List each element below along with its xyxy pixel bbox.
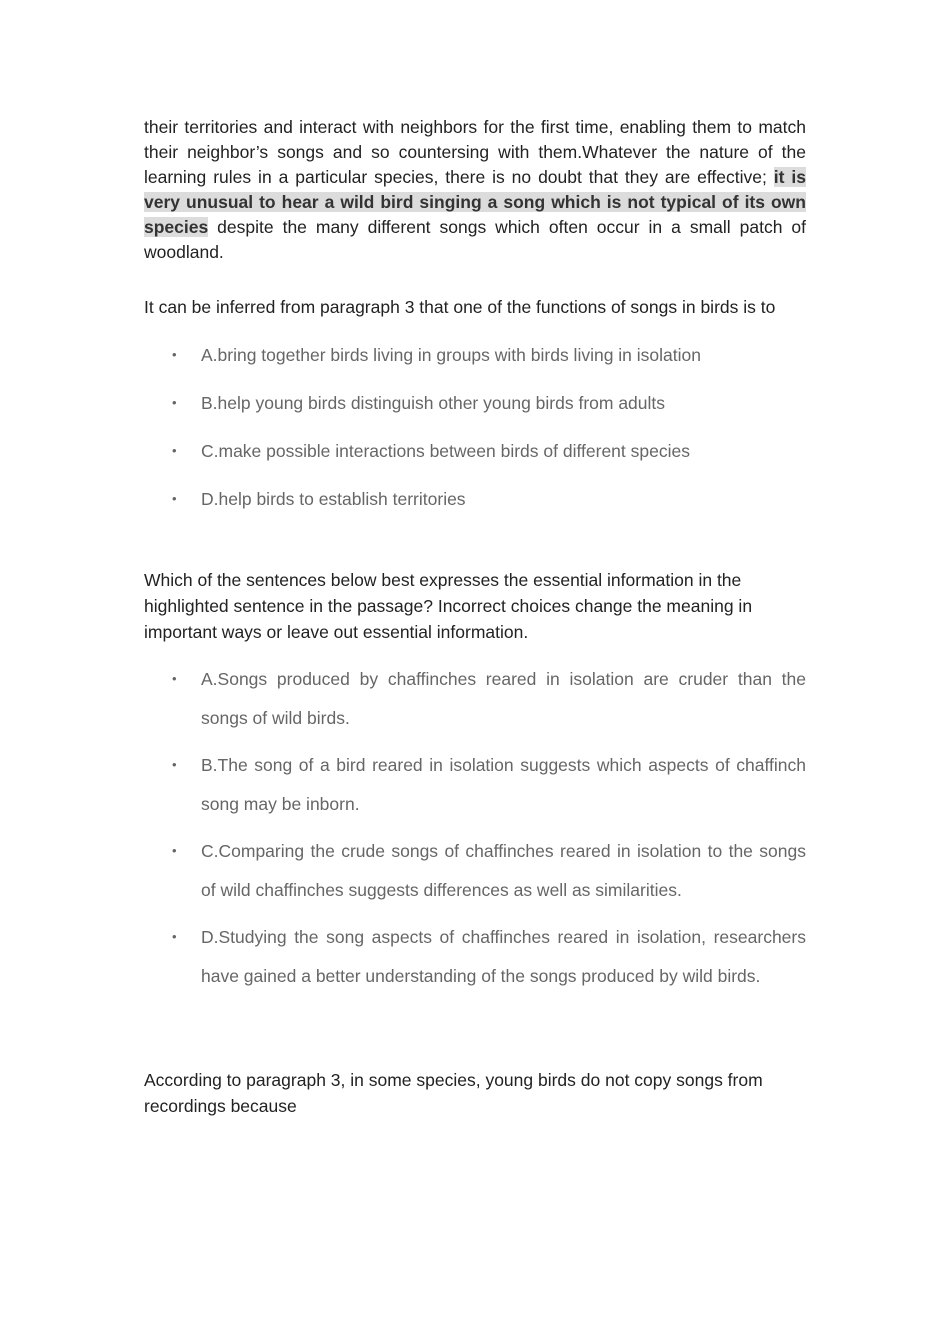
bullet-icon: • <box>172 491 177 506</box>
question-1-option-b[interactable] <box>144 390 806 416</box>
bullet-icon: • <box>172 443 177 458</box>
question-1-prompt: It can be inferred from paragraph 3 that one of the functions of songs in birds is to <box>144 297 776 317</box>
bullet-icon: • <box>172 347 177 362</box>
option-label: C.Comparing the crude songs of chaffinches reared in isolation to the songs of wild chaffinches suggests differences as well as similarities. <box>201 841 806 900</box>
option-label: A.bring together birds living in groups with birds living in isolation <box>201 345 701 365</box>
bullet-icon: • <box>172 671 177 686</box>
option-label: C.make possible interactions between birds of different species <box>201 441 690 461</box>
passage-text-before: their territories and interact with neighbors for the first time, enabling them to match their neighbor’s songs and so countersing with them.Whatever the nature of the learning rules in a particular species, there is no doubt that they are effective; <box>144 117 806 187</box>
highlighted-sentence[interactable]: it is very unusual to hear a wild bird singing a song which is not typical of its own species <box>144 167 806 237</box>
bullet-icon: • <box>172 757 177 772</box>
passage-text-after: despite the many different songs which often occur in a small patch of woodland. <box>144 217 806 262</box>
question-2-option-d[interactable] <box>144 918 806 995</box>
question-1-options <box>144 342 806 512</box>
document-page <box>144 115 806 1119</box>
question-2-option-c[interactable] <box>144 832 806 909</box>
question-2-option-a[interactable] <box>144 660 806 737</box>
question-2-prompt: Which of the sentences below best expresses the essential information in the highlighted sentence in the passage? Incorrect choices change the meaning in important ways or leave out essential information. <box>144 570 753 642</box>
question-2-options <box>144 660 806 995</box>
option-label: A.Songs produced by chaffinches reared in isolation are cruder than the songs of wild birds. <box>201 669 806 728</box>
question-2-option-b[interactable] <box>144 746 806 823</box>
bullet-icon: • <box>172 395 177 410</box>
bullet-icon: • <box>172 843 177 858</box>
option-label: D.Studying the song aspects of chaffinches reared in isolation, researchers have gained a better understanding of the songs produced by wild birds. <box>201 927 806 986</box>
bullet-icon: • <box>172 929 177 944</box>
question-1-option-a[interactable] <box>144 342 806 368</box>
option-label: B.help young birds distinguish other young birds from adults <box>201 393 666 413</box>
question-1-option-d[interactable] <box>144 486 806 512</box>
question-1-option-c[interactable] <box>144 438 806 464</box>
option-label: B.The song of a bird reared in isolation suggests which aspects of chaffinch song may be inborn. <box>201 755 806 814</box>
question-3-prompt: According to paragraph 3, in some species, young birds do not copy songs from recordings because <box>144 1070 763 1116</box>
option-label: D.help birds to establish territories <box>201 489 466 509</box>
passage-paragraph <box>144 115 806 265</box>
